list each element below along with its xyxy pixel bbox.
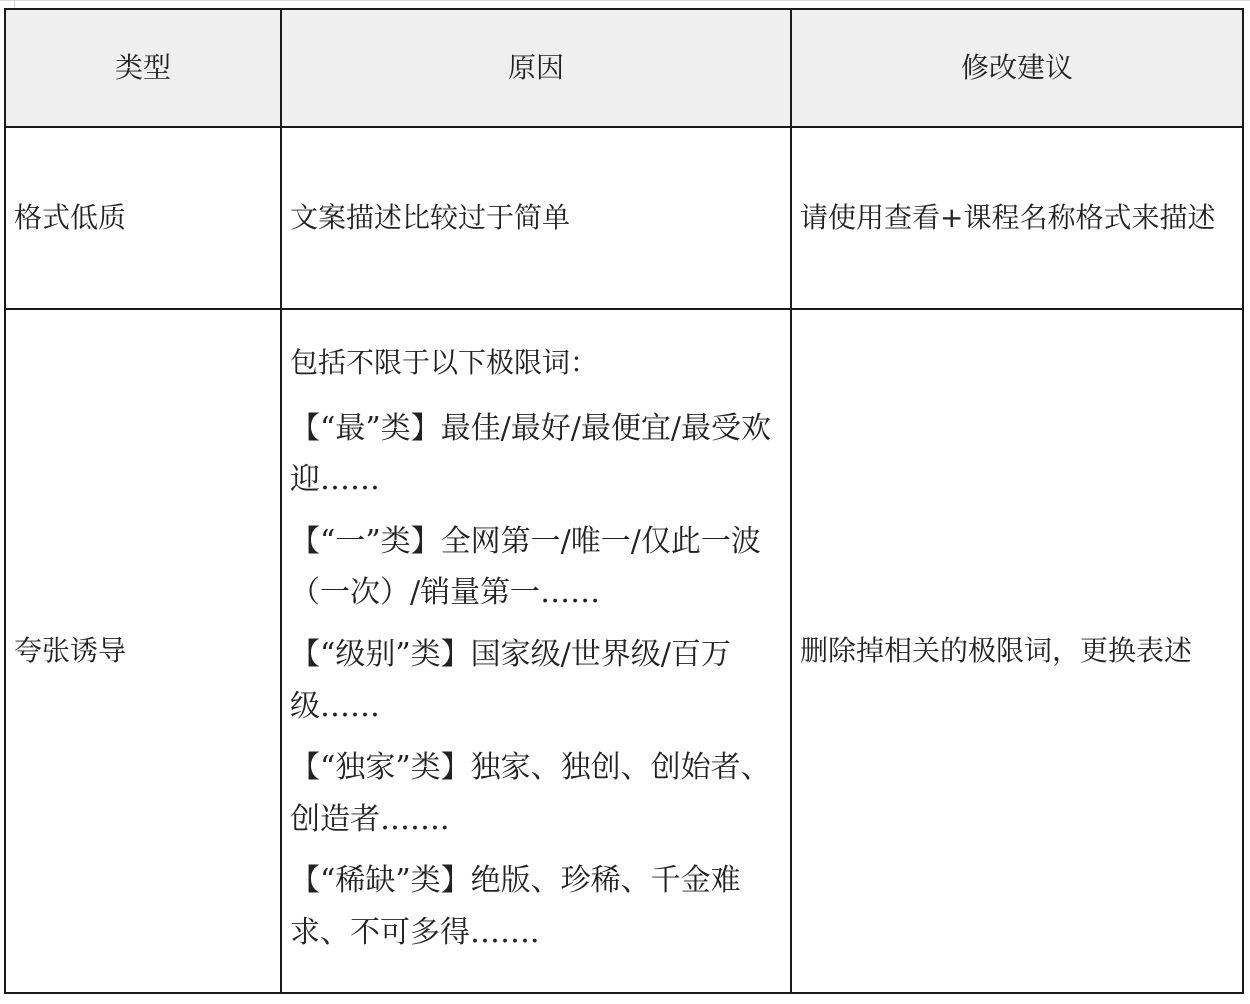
reason-item-level: 【“级别”类】国家级/世界级/百万级……	[290, 637, 731, 724]
header-type: 类型	[5, 9, 281, 127]
table-row	[5, 309, 1243, 993]
reason-item-exclusive: 【“独家”类】独家、独创、创始者、创造者…….	[290, 750, 771, 837]
cell-suggestion-exaggeration: 删除掉相关的极限词，更换表述	[791, 309, 1243, 993]
reason-intro-text: 包括不限于以下极限词：	[290, 346, 599, 380]
reason-item-scarce: 【“稀缺”类】绝版、珍稀、千金难求、不可多得…….	[290, 863, 741, 950]
header-reason: 原因	[281, 9, 791, 127]
reason-item-superlative: 【“最”类】最佳/最好/最便宜/最受欢迎……	[290, 410, 771, 498]
reason-item-first: 【“一”类】全网第一/唯一/仅此一波（一次）/销量第一……	[290, 523, 761, 611]
table-header-row	[5, 9, 1243, 127]
cell-reason-exaggeration	[281, 309, 791, 993]
cell-reason-format: 文案描述比较过于简单	[281, 127, 791, 309]
cell-type-format: 格式低质	[5, 127, 281, 309]
cell-suggestion-format: 请使用查看+课程名称格式来描述	[791, 127, 1243, 309]
cell-type-exaggeration: 夸张诱导	[5, 309, 281, 993]
content-review-table	[4, 8, 1244, 994]
table-row	[5, 127, 1243, 309]
header-suggestion: 修改建议	[791, 9, 1243, 127]
top-border-line	[0, 0, 1250, 1]
